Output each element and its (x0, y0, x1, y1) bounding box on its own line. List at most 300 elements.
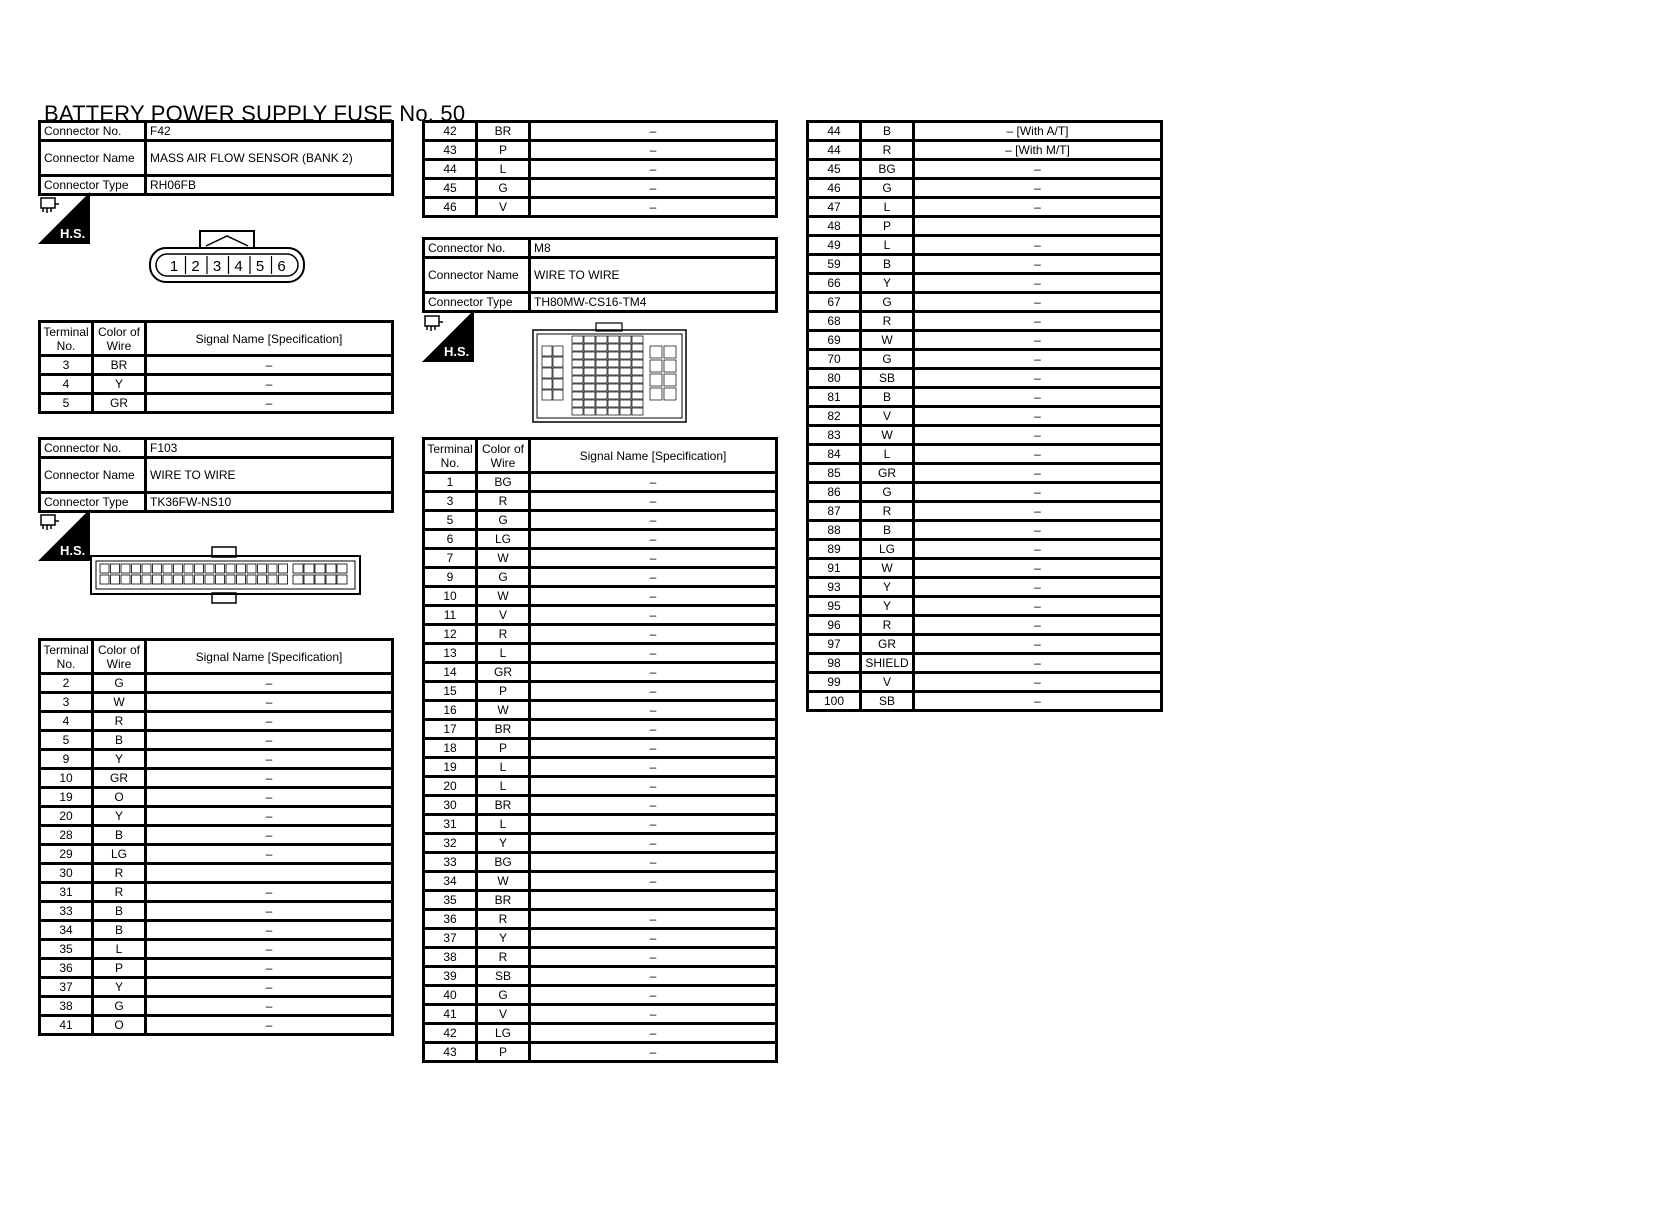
terminal-no-cell: 28 (40, 826, 93, 845)
wire-color-cell: LG (93, 845, 146, 864)
connector-cell (620, 376, 631, 383)
wire-color-cell: G (477, 511, 530, 530)
connector-cell (121, 575, 130, 584)
signal-name-cell: – (146, 997, 393, 1016)
wire-color-cell: LG (477, 1024, 530, 1043)
table-row (424, 853, 777, 872)
pin-number: 6 (277, 258, 286, 275)
connector-cell (596, 376, 607, 383)
terminal-no-cell: 13 (424, 644, 477, 663)
table-row (808, 312, 1162, 331)
table-row (424, 758, 777, 777)
signal-name-cell: – (530, 606, 777, 625)
connector-cell (632, 400, 643, 407)
connector-cell (584, 376, 595, 383)
header-terminal-no: Terminal No. (40, 640, 93, 674)
table-row (40, 731, 393, 750)
signal-name-cell: – (530, 1024, 777, 1043)
connector-cell (572, 392, 583, 399)
connector-cell (304, 575, 314, 584)
connector-cell (608, 368, 619, 375)
wire-color-cell: Y (861, 274, 914, 293)
connector-cell (315, 564, 325, 573)
table-row (40, 356, 393, 375)
wire-color-cell: BR (477, 720, 530, 739)
connector-cell (111, 575, 120, 584)
table-row (40, 940, 393, 959)
table-row (424, 720, 777, 739)
wire-color-cell: G (861, 179, 914, 198)
terminal-no-cell: 5 (40, 394, 93, 413)
table-row (424, 796, 777, 815)
wire-color-cell: LG (477, 530, 530, 549)
table-row (424, 815, 777, 834)
connector-cell (608, 392, 619, 399)
signal-name-cell: – (530, 473, 777, 492)
signal-name-cell: – (146, 883, 393, 902)
signal-name-cell: – (146, 902, 393, 921)
terminal-no-cell: 80 (808, 369, 861, 388)
signal-name-cell: – (914, 540, 1162, 559)
wire-color-cell: Y (861, 578, 914, 597)
table-row (424, 872, 777, 891)
signal-name-cell: – (914, 312, 1162, 331)
hs-label: H.S. (444, 344, 470, 359)
wire-color-cell: L (477, 758, 530, 777)
wire-color-cell: L (861, 198, 914, 217)
terminal-no-cell: 98 (808, 654, 861, 673)
connector-cell (650, 374, 662, 386)
wire-color-cell: R (477, 492, 530, 511)
wire-color-cell: B (861, 521, 914, 540)
connector-cell (258, 564, 267, 573)
connector-cell (216, 575, 225, 584)
wire-color-cell: Y (477, 929, 530, 948)
connector-cell (205, 575, 214, 584)
signal-name-cell: – (530, 948, 777, 967)
signal-name-cell: – (530, 141, 777, 160)
wire-color-cell: G (477, 179, 530, 198)
m8-continued-table (422, 120, 778, 218)
terminal-no-cell: 14 (424, 663, 477, 682)
terminal-no-cell: 45 (424, 179, 477, 198)
page-title: BATTERY POWER SUPPLY FUSE No. 50 (44, 101, 466, 126)
pin-number: 3 (212, 258, 222, 275)
table-row (424, 929, 777, 948)
table-row (424, 701, 777, 720)
connector-cell (632, 360, 643, 367)
wire-color-cell: BR (477, 122, 530, 141)
signal-name-cell: – (914, 198, 1162, 217)
connector-cell (584, 336, 595, 343)
terminal-no-cell: 49 (808, 236, 861, 255)
terminal-no-cell: 43 (424, 1043, 477, 1062)
signal-name-cell: – (914, 521, 1162, 540)
table-row (424, 122, 777, 141)
pin-number: 4 (234, 258, 243, 275)
connector-cell (174, 564, 183, 573)
terminal-no-cell: 37 (40, 978, 93, 997)
signal-name-cell: – (530, 1043, 777, 1062)
table-row (424, 473, 777, 492)
connector-cell (205, 564, 214, 573)
wire-color-cell: B (93, 826, 146, 845)
connector-cell (572, 352, 583, 359)
connector-f103-info (38, 437, 394, 513)
signal-name-cell: – (914, 692, 1162, 711)
terminal-no-cell: 34 (40, 921, 93, 940)
header-signal-name: Signal Name [Specification] (530, 439, 777, 473)
terminal-no-cell: 67 (808, 293, 861, 312)
connector-cell (620, 336, 631, 343)
terminal-no-cell: 31 (40, 883, 93, 902)
terminal-no-cell: 83 (808, 426, 861, 445)
wire-color-cell: SB (861, 692, 914, 711)
wire-color-cell: R (93, 864, 146, 883)
signal-name-cell: – (530, 986, 777, 1005)
signal-name-cell: – (914, 236, 1162, 255)
terminal-no-cell: 15 (424, 682, 477, 701)
m8-connector-diagram (532, 322, 688, 429)
connector-cell (650, 360, 662, 372)
connector-cell (596, 360, 607, 367)
wire-color-cell: L (93, 940, 146, 959)
connector-cell (572, 400, 583, 407)
connector-cell (596, 408, 607, 415)
wire-color-cell: BR (477, 891, 530, 910)
table-row (808, 160, 1162, 179)
terminal-no-cell: 30 (424, 796, 477, 815)
signal-name-cell: – (914, 483, 1162, 502)
table-row (808, 407, 1162, 426)
signal-name-cell: – (914, 635, 1162, 654)
wire-color-cell: P (477, 739, 530, 758)
signal-name-cell: – (146, 375, 393, 394)
m8-type: TH80MW-CS16-TM4 (530, 293, 777, 312)
terminal-no-cell: 39 (424, 967, 477, 986)
wire-color-cell: L (477, 644, 530, 663)
f103-no: F103 (146, 439, 393, 458)
table-row (424, 777, 777, 796)
table-row (40, 394, 393, 413)
connector-cell (620, 408, 631, 415)
table-row (808, 350, 1162, 369)
wire-color-cell: W (477, 549, 530, 568)
terminal-no-cell: 84 (808, 445, 861, 464)
signal-name-cell: – (914, 616, 1162, 635)
connector-cell (584, 344, 595, 351)
signal-name-cell: – (530, 568, 777, 587)
table-row (424, 606, 777, 625)
connector-cell (337, 575, 347, 584)
m8-name: WIRE TO WIRE (530, 258, 777, 293)
connector-cell (650, 388, 662, 400)
terminal-no-cell: 7 (424, 549, 477, 568)
wire-color-cell: B (861, 255, 914, 274)
connector-cell (553, 346, 563, 356)
terminal-no-cell: 20 (424, 777, 477, 796)
wire-color-cell: V (861, 407, 914, 426)
wire-color-cell: W (477, 701, 530, 720)
signal-name-cell: – (530, 853, 777, 872)
table-row (424, 568, 777, 587)
connector-cell (100, 564, 109, 573)
connector-cell (216, 564, 225, 573)
signal-name-cell: – (914, 673, 1162, 692)
connector-cell (163, 575, 172, 584)
signal-name-cell: – (530, 663, 777, 682)
connector-cell (142, 575, 151, 584)
m8-terminal-table (422, 437, 778, 1063)
wire-color-cell: Y (93, 750, 146, 769)
terminal-no-cell: 81 (808, 388, 861, 407)
signal-name-cell: – (146, 674, 393, 693)
table-row (808, 616, 1162, 635)
table-row (808, 236, 1162, 255)
wire-color-cell: B (861, 388, 914, 407)
wire-color-cell: G (93, 997, 146, 1016)
connector-cell (664, 374, 676, 386)
connector-cell (542, 379, 552, 389)
connector-cell (620, 400, 631, 407)
signal-name-cell: – (146, 712, 393, 731)
wire-color-cell: P (477, 682, 530, 701)
wire-color-cell: BG (477, 473, 530, 492)
signal-name-cell: – (530, 682, 777, 701)
terminal-no-cell: 1 (424, 473, 477, 492)
connector-cell (608, 408, 619, 415)
terminal-no-cell: 100 (808, 692, 861, 711)
connector-cell (326, 575, 336, 584)
table-row (808, 388, 1162, 407)
terminal-no-cell: 10 (424, 587, 477, 606)
terminal-no-cell: 33 (424, 853, 477, 872)
table-row (424, 511, 777, 530)
connector-cell (632, 368, 643, 375)
signal-name-cell: – (530, 872, 777, 891)
signal-name-cell: – (530, 530, 777, 549)
connector-cell (608, 360, 619, 367)
signal-name-cell: – [With M/T] (914, 141, 1162, 160)
connector-cell (315, 575, 325, 584)
terminal-no-cell: 10 (40, 769, 93, 788)
signal-name-cell: – (530, 701, 777, 720)
signal-name-cell: – (914, 293, 1162, 312)
table-row (808, 692, 1162, 711)
terminal-no-cell: 69 (808, 331, 861, 350)
wire-color-cell: W (477, 872, 530, 891)
label-connector-type: Connector Type (40, 176, 146, 195)
terminal-no-cell: 19 (40, 788, 93, 807)
wire-color-cell: Y (93, 807, 146, 826)
wire-color-cell: G (93, 674, 146, 693)
signal-name-cell: – (914, 255, 1162, 274)
signal-name-cell: – (146, 788, 393, 807)
signal-name-cell: – (914, 597, 1162, 616)
connector-cell (184, 575, 193, 584)
wire-color-cell: R (477, 910, 530, 929)
connector-cell (620, 384, 631, 391)
table-row (40, 693, 393, 712)
signal-name-cell: – (530, 644, 777, 663)
connector-cell (608, 376, 619, 383)
wire-color-cell: P (93, 959, 146, 978)
signal-name-cell: – (146, 1016, 393, 1035)
terminal-no-cell: 70 (808, 350, 861, 369)
signal-name-cell: – (146, 750, 393, 769)
terminal-no-cell: 18 (424, 739, 477, 758)
wire-color-cell: GR (861, 464, 914, 483)
wire-color-cell: V (477, 198, 530, 217)
terminal-no-cell: 36 (40, 959, 93, 978)
signal-name-cell: – (530, 179, 777, 198)
signal-name-cell: – (914, 502, 1162, 521)
wire-color-cell: L (861, 445, 914, 464)
signal-name-cell (530, 891, 777, 910)
connector-cell (632, 352, 643, 359)
terminal-no-cell: 31 (424, 815, 477, 834)
wire-color-cell: LG (861, 540, 914, 559)
table-row (808, 483, 1162, 502)
connector-cell (608, 384, 619, 391)
signal-name-cell: – (530, 929, 777, 948)
table-row (808, 654, 1162, 673)
table-row (808, 179, 1162, 198)
signal-name-cell (914, 217, 1162, 236)
wire-color-cell: R (93, 883, 146, 902)
terminal-no-cell: 41 (40, 1016, 93, 1035)
table-row (808, 464, 1162, 483)
label-connector-no: Connector No. (424, 239, 530, 258)
signal-name-cell: – (530, 122, 777, 141)
wire-color-cell: W (861, 331, 914, 350)
connector-cell (132, 564, 141, 573)
wire-color-cell: V (477, 1005, 530, 1024)
terminal-no-cell: 29 (40, 845, 93, 864)
connector-cell (184, 564, 193, 573)
connector-cell (100, 575, 109, 584)
terminal-no-cell: 87 (808, 502, 861, 521)
table-row (424, 986, 777, 1005)
terminal-no-cell: 95 (808, 597, 861, 616)
f42-terminal-table (38, 320, 394, 414)
wire-color-cell: R (93, 712, 146, 731)
table-row (424, 625, 777, 644)
connector-cell (596, 400, 607, 407)
terminal-no-cell: 3 (40, 356, 93, 375)
table-row (40, 807, 393, 826)
connector-cell (572, 384, 583, 391)
connector-cell (584, 392, 595, 399)
table-row (808, 426, 1162, 445)
terminal-no-cell: 88 (808, 521, 861, 540)
table-row (424, 198, 777, 217)
connector-cell (596, 384, 607, 391)
connector-cell (258, 575, 267, 584)
connector-cell (596, 368, 607, 375)
hs-icon (38, 509, 90, 561)
connector-cell (279, 564, 288, 573)
wire-color-cell: L (477, 777, 530, 796)
terminal-no-cell: 85 (808, 464, 861, 483)
hs-label: H.S. (60, 543, 86, 558)
signal-name-cell: – (146, 978, 393, 997)
header-color-of-wire: Color of Wire (477, 439, 530, 473)
connector-cell (572, 360, 583, 367)
table-row (40, 788, 393, 807)
wire-color-cell: B (93, 902, 146, 921)
connector-cell (174, 575, 183, 584)
connector-cell (584, 400, 595, 407)
header-terminal-no: Terminal No. (424, 439, 477, 473)
connector-cell (584, 368, 595, 375)
terminal-no-cell: 11 (424, 606, 477, 625)
connector-cell (632, 392, 643, 399)
label-connector-name: Connector Name (424, 258, 530, 293)
connector-cell (608, 344, 619, 351)
wire-color-cell: G (861, 350, 914, 369)
connector-cell (572, 368, 583, 375)
signal-name-cell: – (530, 758, 777, 777)
table-row (808, 578, 1162, 597)
connector-cell (596, 344, 607, 351)
table-row (40, 864, 393, 883)
signal-name-cell (146, 864, 393, 883)
wire-color-cell: Y (93, 375, 146, 394)
wire-color-cell: R (861, 141, 914, 160)
f103-terminal-table (38, 638, 394, 1036)
connector-cell (542, 346, 552, 356)
terminal-no-cell: 9 (40, 750, 93, 769)
table-row (808, 673, 1162, 692)
signal-name-cell: – (914, 179, 1162, 198)
signal-name-cell: – (146, 940, 393, 959)
table-row (424, 948, 777, 967)
table-row (808, 198, 1162, 217)
wire-color-cell: R (477, 948, 530, 967)
connector-cell (608, 336, 619, 343)
connector-f42-info (38, 120, 394, 196)
connector-cell (620, 352, 631, 359)
connector-cell (226, 575, 235, 584)
table-row (40, 674, 393, 693)
terminal-no-cell: 5 (424, 511, 477, 530)
signal-name-cell: – (914, 331, 1162, 350)
label-connector-type: Connector Type (424, 293, 530, 312)
connector-cell (664, 360, 676, 372)
signal-name-cell: – (914, 654, 1162, 673)
connector-cell (237, 575, 246, 584)
terminal-no-cell: 32 (424, 834, 477, 853)
pin-number: 1 (169, 258, 179, 275)
connector-cell (553, 368, 563, 378)
wire-color-cell: P (477, 141, 530, 160)
connector-cell (268, 575, 277, 584)
connector-cell (304, 564, 314, 573)
signal-name-cell: – (530, 198, 777, 217)
connector-cell (584, 352, 595, 359)
terminal-no-cell: 2 (40, 674, 93, 693)
connector-cell (596, 352, 607, 359)
signal-name-cell: – (914, 578, 1162, 597)
wire-color-cell: B (93, 731, 146, 750)
terminal-no-cell: 97 (808, 635, 861, 654)
label-connector-type: Connector Type (40, 493, 146, 512)
terminal-no-cell: 44 (808, 141, 861, 160)
terminal-no-cell: 6 (424, 530, 477, 549)
connector-cell (163, 564, 172, 573)
signal-name-cell: – (146, 845, 393, 864)
